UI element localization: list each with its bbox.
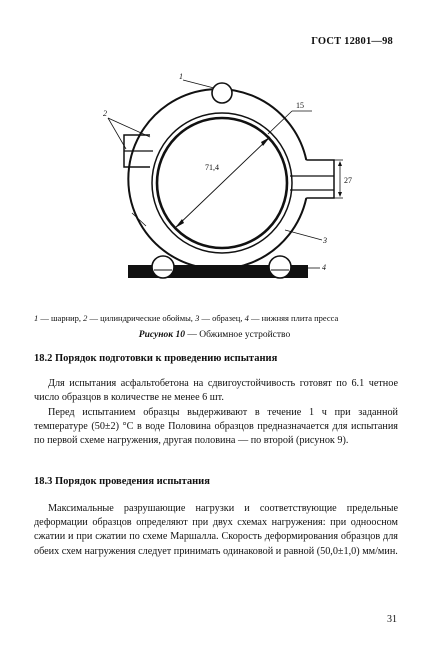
page-header: ГОСТ 12801—98	[311, 36, 393, 47]
legend-num-2: 2	[83, 313, 88, 323]
legend-num-4: 4	[244, 313, 249, 323]
thickness-label: 15	[296, 101, 304, 110]
figure-caption-text: — Обжимное устройство	[184, 330, 291, 340]
callout-2-label: 2	[103, 109, 107, 118]
support-roller-right	[269, 256, 291, 278]
section-title-18-2: 18.2 Порядок подготовки к проведению испытания	[34, 353, 278, 364]
section-title-18-3: 18.3 Порядок проведения испытания	[34, 476, 210, 487]
callout-2-leader	[108, 118, 126, 149]
legend-text-3: — образец,	[199, 313, 245, 323]
paragraph-18-3-1: Максимальные разрушающие нагрузки и соответствующие предельные деформации образцов определяют при двух схемах нагружения: при одноосном сжатии и при сжатии по схеме Маршалла. Скорость деформирования образцов для обеих схем нагружения следует принимать одинаковой и равной (50,0±1,0) мм/мин.	[34, 503, 398, 557]
offset-label: 27	[344, 176, 352, 185]
figure-caption	[0, 330, 429, 340]
paragraph-18-2-1: Для испытания асфальтобетона на сдвигоустойчивость готовят по 6.1 четное число образцов в количестве не менее 6 шт.	[34, 378, 398, 404]
support-roller-left	[152, 256, 174, 278]
legend-num-1: 1	[34, 313, 39, 323]
callout-3-leader	[285, 230, 322, 240]
figure-caption-label: Рисунок 10	[138, 330, 185, 340]
page-number: 31	[387, 614, 397, 625]
callout-1-leader	[183, 80, 214, 88]
paragraph-18-2-2: Перед испытанием образцы выдерживают в течение 1 ч при заданной температуре (50±2) °С в воде Половина образцов предназначается для испытания по первой схеме нагружения, другая половина — по второй (рисунок 9).	[34, 407, 398, 447]
diameter-label: 71,4	[205, 163, 219, 172]
right-flange	[306, 160, 334, 198]
legend-text-1: — шарнир,	[38, 313, 84, 323]
callout-3-label: 3	[323, 236, 327, 245]
legend-text-4: — нижняя плита пресса	[248, 313, 339, 323]
compression-device-figure	[0, 0, 429, 300]
hinge	[212, 83, 232, 103]
callout-4-label: 4	[322, 263, 326, 272]
diameter-dimension-line	[175, 137, 270, 228]
outer-clamp-ring	[128, 89, 306, 269]
legend-num-3: 3	[195, 313, 200, 323]
figure-legend	[34, 313, 404, 323]
legend-text-2: — цилиндрические обоймы,	[87, 313, 196, 323]
callout-1-label: 1	[179, 72, 183, 81]
